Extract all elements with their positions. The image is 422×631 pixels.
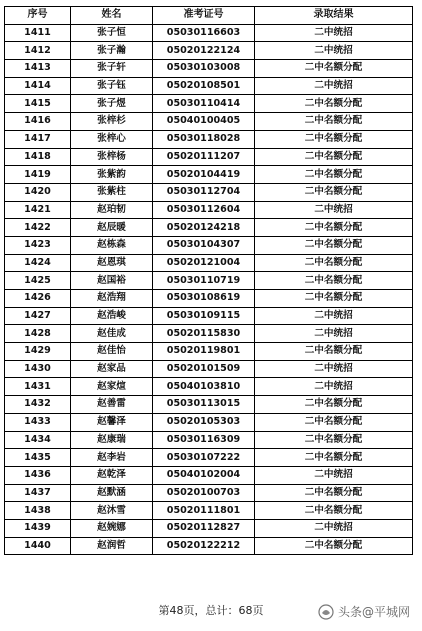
table-row <box>5 148 413 166</box>
cell-exam-number: 05040102004 <box>153 466 255 484</box>
cell-result: 二中统招 <box>255 24 413 42</box>
table-row <box>5 413 413 431</box>
cell-exam-number: 05030116603 <box>153 24 255 42</box>
cell-serial: 1435 <box>5 449 71 467</box>
cell-exam-number: 05020112827 <box>153 519 255 537</box>
cell-result: 二中统招 <box>255 466 413 484</box>
cell-exam-number: 05030110719 <box>153 272 255 290</box>
cell-exam-number: 05020122212 <box>153 537 255 555</box>
cell-name: 赵乾泽 <box>71 466 153 484</box>
cell-result: 二中名额分配 <box>255 343 413 361</box>
cell-exam-number: 05030116309 <box>153 431 255 449</box>
cell-exam-number: 05030110414 <box>153 95 255 113</box>
cell-serial: 1438 <box>5 502 71 520</box>
cell-serial: 1426 <box>5 290 71 308</box>
cell-result: 二中名额分配 <box>255 254 413 272</box>
cell-exam-number: 05040100405 <box>153 113 255 131</box>
cell-exam-number: 05020101509 <box>153 360 255 378</box>
cell-exam-number: 05020105303 <box>153 413 255 431</box>
cell-serial: 1429 <box>5 343 71 361</box>
cell-result: 二中名额分配 <box>255 113 413 131</box>
table-row <box>5 95 413 113</box>
cell-serial: 1418 <box>5 148 71 166</box>
cell-serial: 1431 <box>5 378 71 396</box>
cell-result: 二中名额分配 <box>255 431 413 449</box>
cell-result: 二中名额分配 <box>255 130 413 148</box>
cell-result: 二中名额分配 <box>255 219 413 237</box>
cell-result: 二中统招 <box>255 325 413 343</box>
cell-serial: 1430 <box>5 360 71 378</box>
cell-result: 二中名额分配 <box>255 95 413 113</box>
cell-result: 二中名额分配 <box>255 290 413 308</box>
cell-result: 二中名额分配 <box>255 148 413 166</box>
admission-results-table <box>4 6 413 555</box>
table-row <box>5 307 413 325</box>
cell-exam-number: 05040103810 <box>153 378 255 396</box>
cell-name: 赵家煊 <box>71 378 153 396</box>
cell-exam-number: 05020108501 <box>153 77 255 95</box>
cell-serial: 1417 <box>5 130 71 148</box>
table-row <box>5 77 413 95</box>
cell-exam-number: 05030113015 <box>153 396 255 414</box>
cell-exam-number: 05020100703 <box>153 484 255 502</box>
cell-result: 二中名额分配 <box>255 537 413 555</box>
cell-serial: 1433 <box>5 413 71 431</box>
cell-name: 张子煜 <box>71 95 153 113</box>
cell-serial: 1423 <box>5 236 71 254</box>
cell-exam-number: 05020115830 <box>153 325 255 343</box>
table-row <box>5 502 413 520</box>
cell-name: 赵栋森 <box>71 236 153 254</box>
cell-result: 二中统招 <box>255 519 413 537</box>
cell-serial: 1412 <box>5 42 71 60</box>
table-row <box>5 60 413 78</box>
cell-result: 二中统招 <box>255 201 413 219</box>
cell-name: 赵家品 <box>71 360 153 378</box>
cell-name: 张梓心 <box>71 130 153 148</box>
cell-serial: 1439 <box>5 519 71 537</box>
table-row <box>5 290 413 308</box>
cell-result: 二中统招 <box>255 77 413 95</box>
table-row <box>5 236 413 254</box>
cell-result: 二中统招 <box>255 378 413 396</box>
header-result: 录取结果 <box>255 7 413 25</box>
watermark-text: 头条@平城网 <box>337 605 410 619</box>
cell-name: 赵润哲 <box>71 537 153 555</box>
table-row <box>5 42 413 60</box>
watermark <box>318 603 410 620</box>
cell-name: 赵康瑞 <box>71 431 153 449</box>
cell-name: 赵浩峻 <box>71 307 153 325</box>
cell-name: 张子钰 <box>71 77 153 95</box>
cell-result: 二中名额分配 <box>255 166 413 184</box>
cell-exam-number: 05030108619 <box>153 290 255 308</box>
cell-serial: 1413 <box>5 60 71 78</box>
cell-name: 赵辰暖 <box>71 219 153 237</box>
cell-exam-number: 05020111207 <box>153 148 255 166</box>
cell-result: 二中名额分配 <box>255 236 413 254</box>
cell-name: 赵馨泽 <box>71 413 153 431</box>
cell-serial: 1421 <box>5 201 71 219</box>
cell-name: 张子瀚 <box>71 42 153 60</box>
cell-serial: 1416 <box>5 113 71 131</box>
cell-exam-number: 05020121004 <box>153 254 255 272</box>
cell-result: 二中统招 <box>255 307 413 325</box>
cell-exam-number: 05020104419 <box>153 166 255 184</box>
cell-serial: 1420 <box>5 183 71 201</box>
cell-name: 张梓杨 <box>71 148 153 166</box>
cell-result: 二中名额分配 <box>255 183 413 201</box>
table-row <box>5 254 413 272</box>
cell-result: 二中统招 <box>255 42 413 60</box>
cell-serial: 1428 <box>5 325 71 343</box>
cell-exam-number: 05020119801 <box>153 343 255 361</box>
table-row <box>5 466 413 484</box>
cell-serial: 1414 <box>5 77 71 95</box>
table-row <box>5 537 413 555</box>
table-row <box>5 183 413 201</box>
cell-result: 二中名额分配 <box>255 396 413 414</box>
table-row <box>5 449 413 467</box>
page-footer: 第48页，总计：68页 <box>158 604 264 617</box>
table-body <box>5 24 413 555</box>
cell-name: 赵婉娜 <box>71 519 153 537</box>
cell-name: 赵善雷 <box>71 396 153 414</box>
cell-exam-number: 05030107222 <box>153 449 255 467</box>
cell-name: 张梓杉 <box>71 113 153 131</box>
cell-serial: 1436 <box>5 466 71 484</box>
table-row <box>5 325 413 343</box>
table-row <box>5 343 413 361</box>
cell-name: 赵默涵 <box>71 484 153 502</box>
cell-exam-number: 05020124218 <box>153 219 255 237</box>
cell-exam-number: 05030112604 <box>153 201 255 219</box>
cell-result: 二中名额分配 <box>255 272 413 290</box>
cell-result: 二中名额分配 <box>255 60 413 78</box>
table-row <box>5 431 413 449</box>
cell-exam-number: 05030118028 <box>153 130 255 148</box>
table-row <box>5 201 413 219</box>
cell-name: 赵恩琪 <box>71 254 153 272</box>
header-name: 姓名 <box>71 7 153 25</box>
cell-serial: 1425 <box>5 272 71 290</box>
cell-serial: 1427 <box>5 307 71 325</box>
cell-exam-number: 05030103008 <box>153 60 255 78</box>
watermark-logo-icon <box>318 604 334 620</box>
cell-result: 二中名额分配 <box>255 413 413 431</box>
cell-exam-number: 05030109115 <box>153 307 255 325</box>
cell-serial: 1437 <box>5 484 71 502</box>
cell-name: 张子轩 <box>71 60 153 78</box>
cell-result: 二中名额分配 <box>255 502 413 520</box>
table-row <box>5 378 413 396</box>
cell-name: 赵浩翔 <box>71 290 153 308</box>
cell-result: 二中统招 <box>255 360 413 378</box>
table-row <box>5 113 413 131</box>
table-row <box>5 396 413 414</box>
cell-serial: 1415 <box>5 95 71 113</box>
table-row <box>5 484 413 502</box>
cell-exam-number: 05020122124 <box>153 42 255 60</box>
table-row <box>5 130 413 148</box>
cell-serial: 1434 <box>5 431 71 449</box>
cell-serial: 1440 <box>5 537 71 555</box>
cell-serial: 1422 <box>5 219 71 237</box>
table-row <box>5 360 413 378</box>
cell-name: 张紫柱 <box>71 183 153 201</box>
table-row <box>5 519 413 537</box>
cell-exam-number: 05030104307 <box>153 236 255 254</box>
cell-name: 赵佳怡 <box>71 343 153 361</box>
table-header-row <box>5 7 413 25</box>
cell-exam-number: 05030112704 <box>153 183 255 201</box>
table-row <box>5 219 413 237</box>
header-exam-number: 准考证号 <box>153 7 255 25</box>
cell-serial: 1419 <box>5 166 71 184</box>
cell-name: 赵珀韧 <box>71 201 153 219</box>
cell-result: 二中名额分配 <box>255 484 413 502</box>
table-row <box>5 24 413 42</box>
header-serial: 序号 <box>5 7 71 25</box>
cell-name: 张子恒 <box>71 24 153 42</box>
cell-name: 赵国裕 <box>71 272 153 290</box>
table-row <box>5 166 413 184</box>
cell-name: 赵沐雪 <box>71 502 153 520</box>
cell-exam-number: 05020111801 <box>153 502 255 520</box>
cell-name: 赵李岩 <box>71 449 153 467</box>
cell-name: 赵佳成 <box>71 325 153 343</box>
cell-name: 张紫韵 <box>71 166 153 184</box>
cell-result: 二中名额分配 <box>255 449 413 467</box>
cell-serial: 1424 <box>5 254 71 272</box>
table-row <box>5 272 413 290</box>
cell-serial: 1411 <box>5 24 71 42</box>
cell-serial: 1432 <box>5 396 71 414</box>
